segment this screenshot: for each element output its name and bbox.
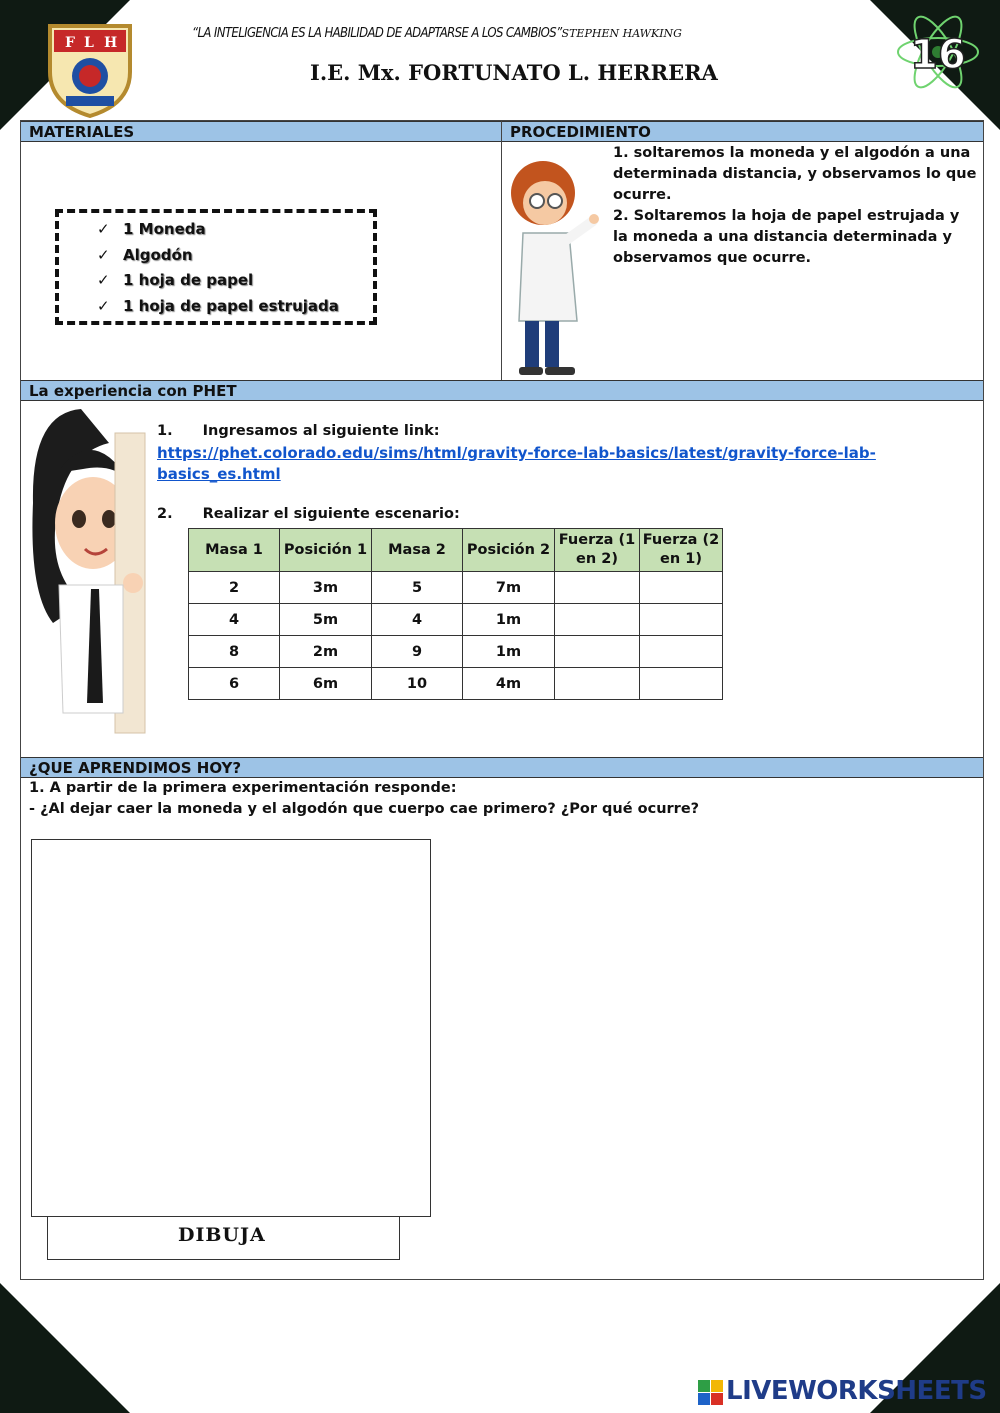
check-icon: ✓: [97, 220, 110, 238]
procedure-text: [613, 143, 977, 269]
column-header: Posición 2: [463, 529, 555, 572]
quote-text: “LA INTELIGENCIA ES LA HABILIDAD DE ADAPTARSE A LOS CAMBIOS”: [192, 26, 562, 41]
materials-list: [97, 217, 339, 319]
quote-author: STEPHEN HAWKING: [561, 27, 682, 40]
materiales-header: MATERIALES: [21, 121, 502, 142]
force-answer-cell[interactable]: [640, 668, 723, 700]
list-item: ✓ 1 hoja de papel: [97, 268, 339, 294]
corner-decoration-bottom-left: [0, 1283, 130, 1413]
logo-letter-l: L: [84, 35, 94, 51]
procedimiento-header: PROCEDIMIENTO: [502, 121, 983, 142]
table-row: 2 3m 5 7m: [189, 572, 723, 604]
force-answer-cell[interactable]: [640, 636, 723, 668]
atom-number-badge: [892, 6, 984, 98]
header-quote: [192, 26, 682, 41]
column-header: Fuerza (1 en 2): [555, 529, 640, 572]
force-answer-cell[interactable]: [640, 604, 723, 636]
scenario-table: [188, 528, 723, 700]
scientist-illustration: [501, 141, 601, 381]
table-header-row: [189, 529, 723, 572]
phet-step-2: 2. Realizar el siguiente escenario:: [157, 506, 460, 522]
phet-header: La experiencia con PHET: [21, 380, 983, 401]
aprendimos-header: ¿QUE APRENDIMOS HOY?: [21, 757, 983, 778]
brand-text: LIVEWORKSHEETS: [726, 1376, 987, 1406]
logo-letter-f: F: [65, 35, 75, 51]
student-girl-illustration: [23, 403, 151, 739]
table-row: 8 2m 9 1m: [189, 636, 723, 668]
check-icon: ✓: [97, 245, 110, 264]
force-answer-cell[interactable]: [555, 604, 640, 636]
column-header: Posición 1: [280, 529, 372, 572]
badge-number: 16: [910, 32, 966, 78]
column-header: Masa 1: [189, 529, 280, 572]
question-text: - ¿Al dejar caer la moneda y el algodón que cuerpo cae primero? ¿Por qué ocurre?: [29, 801, 700, 817]
force-answer-cell[interactable]: [555, 636, 640, 668]
liveworksheets-icon: [698, 1380, 724, 1406]
check-icon: ✓: [97, 271, 110, 289]
list-item: ✓ 1 Moneda: [97, 217, 339, 243]
table-row: 4 5m 4 1m: [189, 604, 723, 636]
phet-step-1: 1. Ingresamos al siguiente link:: [157, 423, 440, 439]
table-row: 6 6m 10 4m: [189, 668, 723, 700]
drawing-area[interactable]: [31, 839, 431, 1217]
draw-label: DIBUJA: [47, 1216, 400, 1260]
force-answer-cell[interactable]: [640, 572, 723, 604]
list-item: ✓ Algodón: [97, 243, 339, 269]
phet-link[interactable]: https://phet.colorado.edu/sims/html/gravity-force-lab-basics/latest/gravity-force-lab-basics_es.html: [157, 444, 876, 483]
worksheet-frame: [20, 120, 984, 1280]
school-name: I.E. Mx. FORTUNATO L. HERRERA: [310, 60, 718, 85]
force-answer-cell[interactable]: [555, 572, 640, 604]
column-header: Masa 2: [372, 529, 463, 572]
school-logo: [44, 20, 136, 118]
force-answer-cell[interactable]: [555, 668, 640, 700]
list-item: ✓ 1 hoja de papel estrujada: [97, 294, 339, 320]
logo-letter-h: H: [104, 35, 118, 51]
procedure-step-1: 1. soltaremos la moneda y el algodón a una determinada distancia, y observamos lo que ocurre.: [613, 145, 977, 203]
procedure-step-2: 2. Soltaremos la hoja de papel estrujada y la moneda a una distancia determinada y observamos que ocurre.: [613, 208, 960, 266]
column-header: Fuerza (2 en 1): [640, 529, 723, 572]
question-intro: 1. A partir de la primera experimentación responde:: [29, 780, 457, 796]
check-icon: ✓: [97, 296, 110, 315]
